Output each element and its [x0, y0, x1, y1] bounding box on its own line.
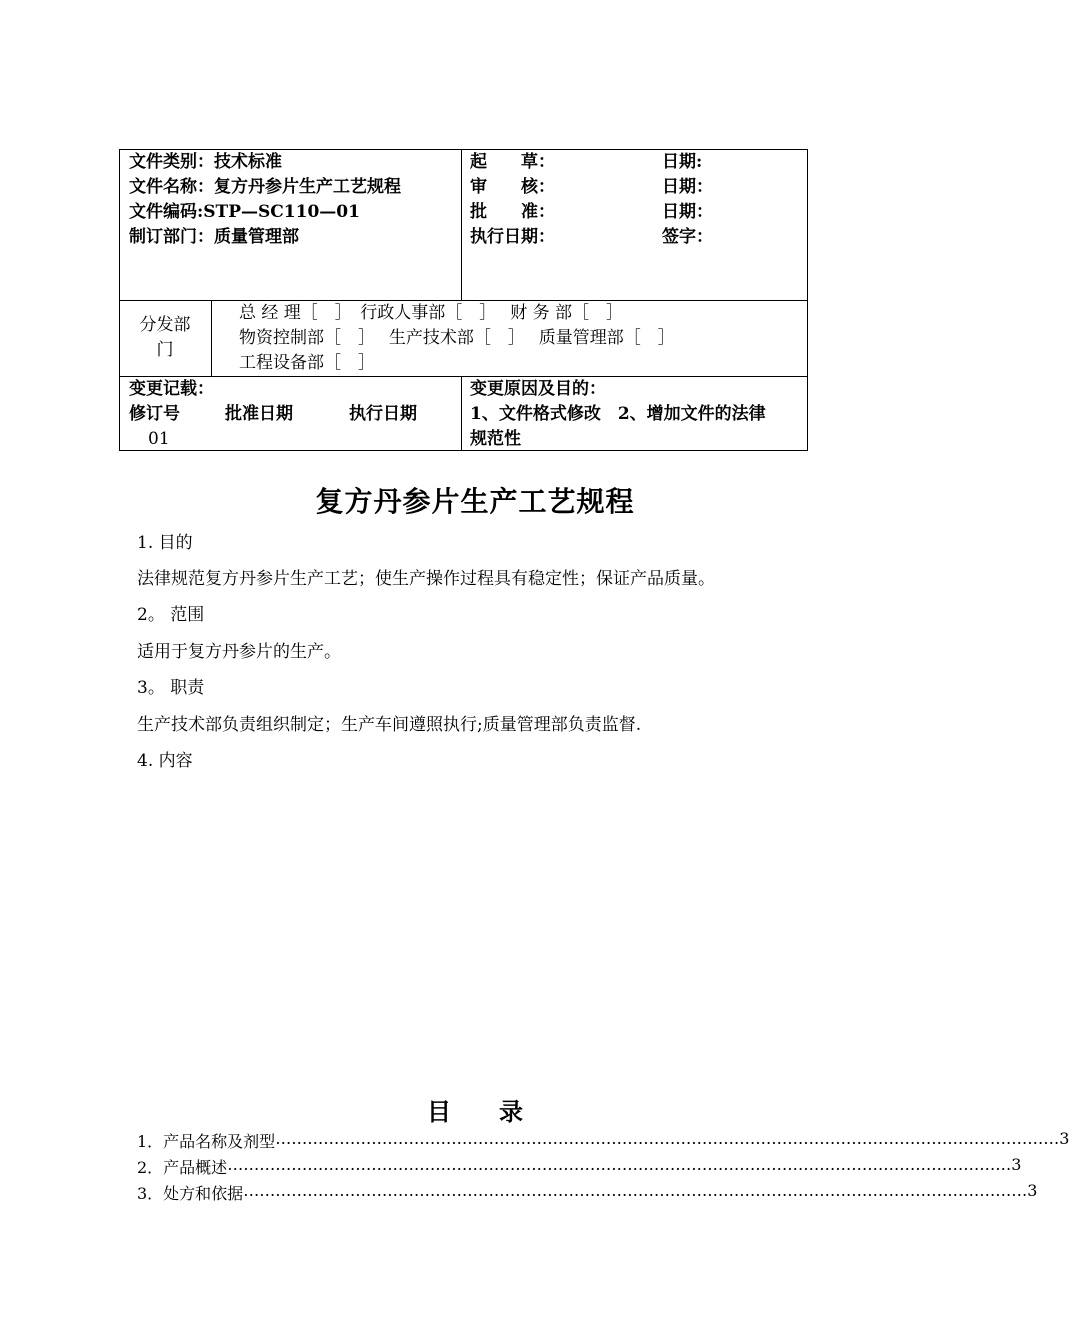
section-heading: 1. 目的 [137, 533, 193, 553]
toc-title: 目 录 [427, 1097, 523, 1126]
toc-item[interactable] [137, 1129, 1069, 1152]
section-heading: 4. 内容 [137, 751, 193, 771]
distribution-label: 分发部门 [139, 315, 191, 360]
toc-item[interactable] [137, 1181, 1038, 1204]
section-body: 适用于复方丹参片的生产。 [137, 642, 341, 662]
toc-item-page: 3 [1027, 1181, 1038, 1200]
change-reason: 1、文件格式修改 2、增加文件的法律 [470, 404, 766, 424]
toc-item-page: 3 [1059, 1129, 1069, 1148]
toc-item-text: 3．处方和依据 [137, 1184, 244, 1203]
toc-item-text: 2．产品概述 [137, 1158, 228, 1177]
review-label: 审 核： [470, 177, 555, 197]
approve-label: 批 准： [470, 202, 555, 222]
toc-item-text: 1．产品名称及剂型 [137, 1132, 276, 1151]
section-body: 法律规范复方丹参片生产工艺；使生产操作过程具有稳定性；保证产品质量。 [137, 569, 715, 589]
change-record-label: 变更记载： [129, 379, 214, 399]
date-label: 日期: [662, 152, 703, 172]
table-divider [211, 300, 212, 376]
draft-label: 起 草： [470, 152, 555, 172]
date-label: 日期： [662, 177, 713, 197]
revision-number: 01 [148, 429, 170, 449]
table-divider [120, 376, 807, 377]
approval-date-header: 批准日期 [225, 404, 293, 424]
distribution-line: 物资控制部［ ］ 生产技术部［ ］ 质量管理部［ ］ [239, 328, 675, 348]
toc-leader: ………………………………………………………………………………………………………………………………… [243, 1181, 1028, 1200]
table-divider [461, 150, 462, 300]
date-label: 日期： [662, 202, 713, 222]
toc-leader: ………………………………………………………………………………………………………………………………… [275, 1129, 1060, 1148]
department: 制订部门：质量管理部 [129, 227, 299, 247]
document-control-table [119, 149, 808, 451]
sign-label: 签字： [662, 227, 713, 247]
toc-item[interactable] [137, 1155, 1022, 1178]
revision-number-header: 修订号 [129, 404, 180, 424]
section-body: 生产技术部负责组织制定；生产车间遵照执行;质量管理部负责监督. [137, 715, 642, 735]
change-reason: 规范性 [470, 429, 521, 449]
file-category: 文件类别：技术标准 [129, 152, 282, 172]
toc-leader: ………………………………………………………………………………………………………………………………… [227, 1155, 1012, 1174]
distribution-line: 总 经 理［ ］ 行政人事部［ ］ 财 务 部［ ］ [239, 303, 624, 323]
section-heading: 3。 职责 [137, 678, 205, 698]
exec-date-header: 执行日期 [349, 404, 417, 424]
file-name: 文件名称：复方丹参片生产工艺规程 [129, 177, 401, 197]
distribution-line: 工程设备部［ ］ [239, 353, 375, 373]
table-divider [461, 376, 462, 451]
file-code: 文件编码:STP—SC110—01 [129, 202, 360, 222]
document-title: 复方丹参片生产工艺规程 [315, 485, 635, 518]
toc-item-page: 3 [1011, 1155, 1022, 1174]
exec-date-label: 执行日期： [470, 227, 555, 247]
section-heading: 2。 范围 [137, 605, 205, 625]
change-reason-label: 变更原因及目的： [470, 379, 606, 399]
